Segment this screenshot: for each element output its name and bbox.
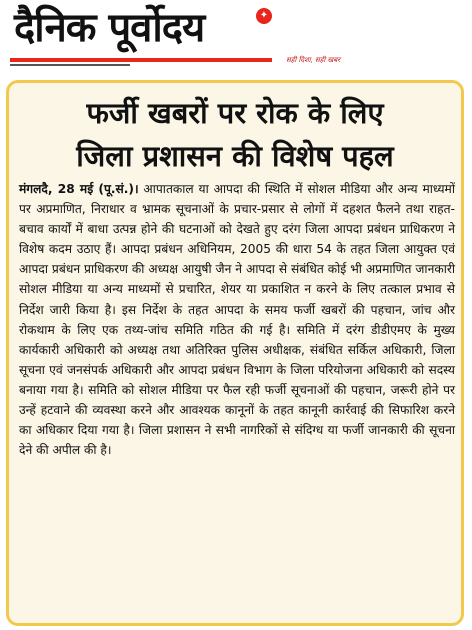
masthead-rule [10, 58, 272, 62]
newspaper-tagline: सही दिशा, सही खबर [286, 56, 341, 64]
article-text: आपातकाल या आपदा की स्थिति में सोशल मीडिया और अन्य माध्यमों पर अप्रमाणित, निराधार व भ्रामक सूचनाओं के प्रचार-प्रसार से लोगों में दहशत फैलने तथा राहत-बचाव कार्यों में बाधा उत्पन्न होने की घटनाओं को देखते हुए दरंग जिला आपदा प्रबंधन प्राधिकरण ने विशेष कदम उठाए हैं। आपदा प्रबंधन अधिनियम, 2005 की धारा 54 के तहत जिला आयुक्त एवं आपदा प्रबंधन प्राधिकरण की अध्यक्ष आयुषी जैन ने आपदा से संबंधित कोई भी अप्रमाणित जानकारी सोशल मीडिया या अन्य माध्यमों से प्रचारित, शेयर या प्रकाशित न करने के लिए तत्काल प्रभाव से निर्देश जारी किया है। इस निर्देश के तहत आपदा के समय फर्जी खबरों की पहचान, जांच और रोकथाम के लिए एक तथ्य-जांच समिति गठित की गई है। समिति में दरंग डीडीएमए के मुख्य कार्यकारी अधिकारी को अध्यक्ष तथा अतिरिक्त पुलिस अधीक्षक, संबंधित सर्किल अधिकारी, जिला सूचना एवं जनसंपर्क अधिकारी और आपदा प्रबंधन विभाग के जिला परियोजना अधिकारी को सदस्य बनाया गया है। समिति को सोशल मीडिया पर फैल रही फर्जी सूचनाओं की पहचान, जरूरी होने पर उन्हें हटवाने की व्यवस्था करने और आवश्यक कानूनों के तहत कानूनी कार्रवाई की सिफारिश करने का अधिकार दिया गया है। जिला प्रशासन ने सभी नागरिकों से संदिग्ध या फर्जी जानकारी की सूचना देने की अपील की है। [19, 182, 456, 458]
article-panel [6, 80, 464, 626]
article-headline [9, 93, 461, 177]
masthead-underrule [10, 64, 130, 66]
article-dateline: मंगलदै, 28 मई (पू.सं.)। [19, 182, 139, 196]
headline-line-2: जिला प्रशासन की विशेष पहल [76, 139, 394, 173]
logo-dot-icon: ✦ [256, 8, 272, 24]
newspaper-title: दैनिक पूर्वोदय [14, 5, 205, 51]
masthead [0, 0, 472, 78]
article-body [19, 179, 455, 460]
headline-line-1: फर्जी खबरों पर रोक के लिए [86, 96, 384, 130]
